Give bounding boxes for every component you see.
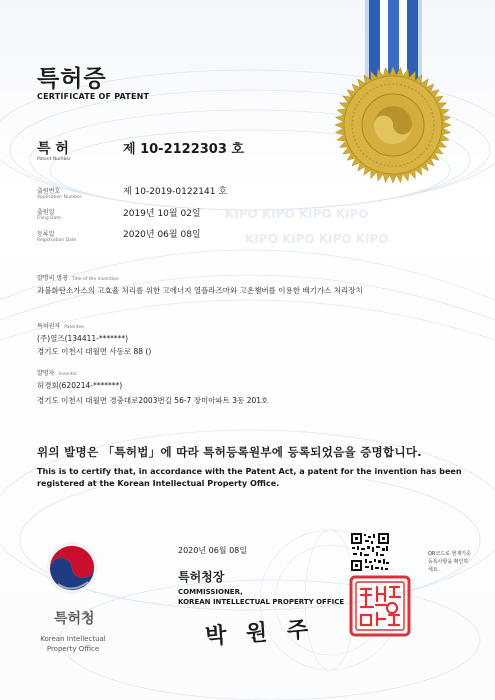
filing-date-label-en: Filing Date [37,216,61,221]
application-number-value: 제 10-2019-0122141 호 [123,187,228,197]
registration-date-label: 등록일 [37,231,55,238]
inventor-address: 경기도 이천시 대월면 경충대로2003번길 56-7 장미아파트 3동 201호 [37,396,269,405]
registration-date-value: 2020년 06월 08일 [123,230,201,240]
commissioner-title-en-line1: COMMISSIONER, [178,588,243,596]
patent-number-label: 특 허 [37,141,69,157]
filing-date-label: 출원일 [37,209,55,216]
inventor-label-en: Inventor [58,372,78,377]
commissioner-title-en-line2: KOREAN INTELLECTUAL PROPERTY OFFICE [178,598,345,606]
kipo-logo-icon [44,540,100,596]
registration-date-label-en: Registration Date [37,238,77,243]
inventor-name: 허경회(620214-*******) [37,381,123,390]
watermark-text: KIPO KIPO KIPO KIPO [225,207,369,221]
invention-title-label [37,273,119,282]
invention-title-value: 과불화탄소가스의 고효율 처리를 위한 고에너지 열플라즈마와 고온챔버를 이용한 배기가스 처리장치 [37,286,363,295]
certification-statement-en: This is to certify that, in accordance with the Patent Act, a patent for the invention has been registered at the Korean Intellectual Property Office. [37,466,462,488]
qr-instruction: QR코드로 현재기준 등록사항을 확인하세요. [428,551,471,573]
commissioner-signature: 박 원 주 [204,616,315,650]
certificate-subtitle: CERTIFICATE OF PATENT [37,92,150,101]
patentee-label [37,321,84,330]
watermark-text: KIPO KIPO KIPO KIPO [245,232,389,246]
invention-title-label-en: Title of the Invention [71,277,119,282]
invention-title-label-ko: 발명의 명칭 [37,275,68,282]
patentee-label-ko: 특허권자 [37,323,61,330]
application-number-label: 출원번호 [37,188,61,195]
kipo-name-en: Korean Intellectual Property Office [40,635,106,653]
commissioner-title-ko: 특허청장 [178,570,225,584]
patentee-address: 경기도 이천시 대월면 사동로 88 () [37,347,152,356]
inventor-label-ko: 발명자 [37,370,55,377]
inventor-label [37,368,77,377]
patentee-label-en: Patentee [64,325,85,330]
qr-code-icon[interactable] [350,532,390,572]
application-number-label-en: Application Number [37,195,82,200]
kipo-name-ko: 특허청 [54,611,95,627]
patentee-name: (주)열즈(134411-*******) [37,334,129,343]
issue-date: 2020년 06월 08일 [178,546,247,555]
certificate-title: 특허증 [37,66,107,92]
patent-number-label-en: Patent Number [37,157,71,162]
gold-seal-icon [335,67,451,183]
official-seal-stamp-icon [349,575,411,637]
patent-number-value: 제 10-2122303 호 [123,142,244,157]
certification-statement-ko: 위의 발명은 「특허법」에 따라 특허등록원부에 등록되었음을 증명합니다. [37,445,422,459]
commissioner-title-en [178,587,344,607]
filing-date-value: 2019년 10월 02일 [123,209,201,219]
